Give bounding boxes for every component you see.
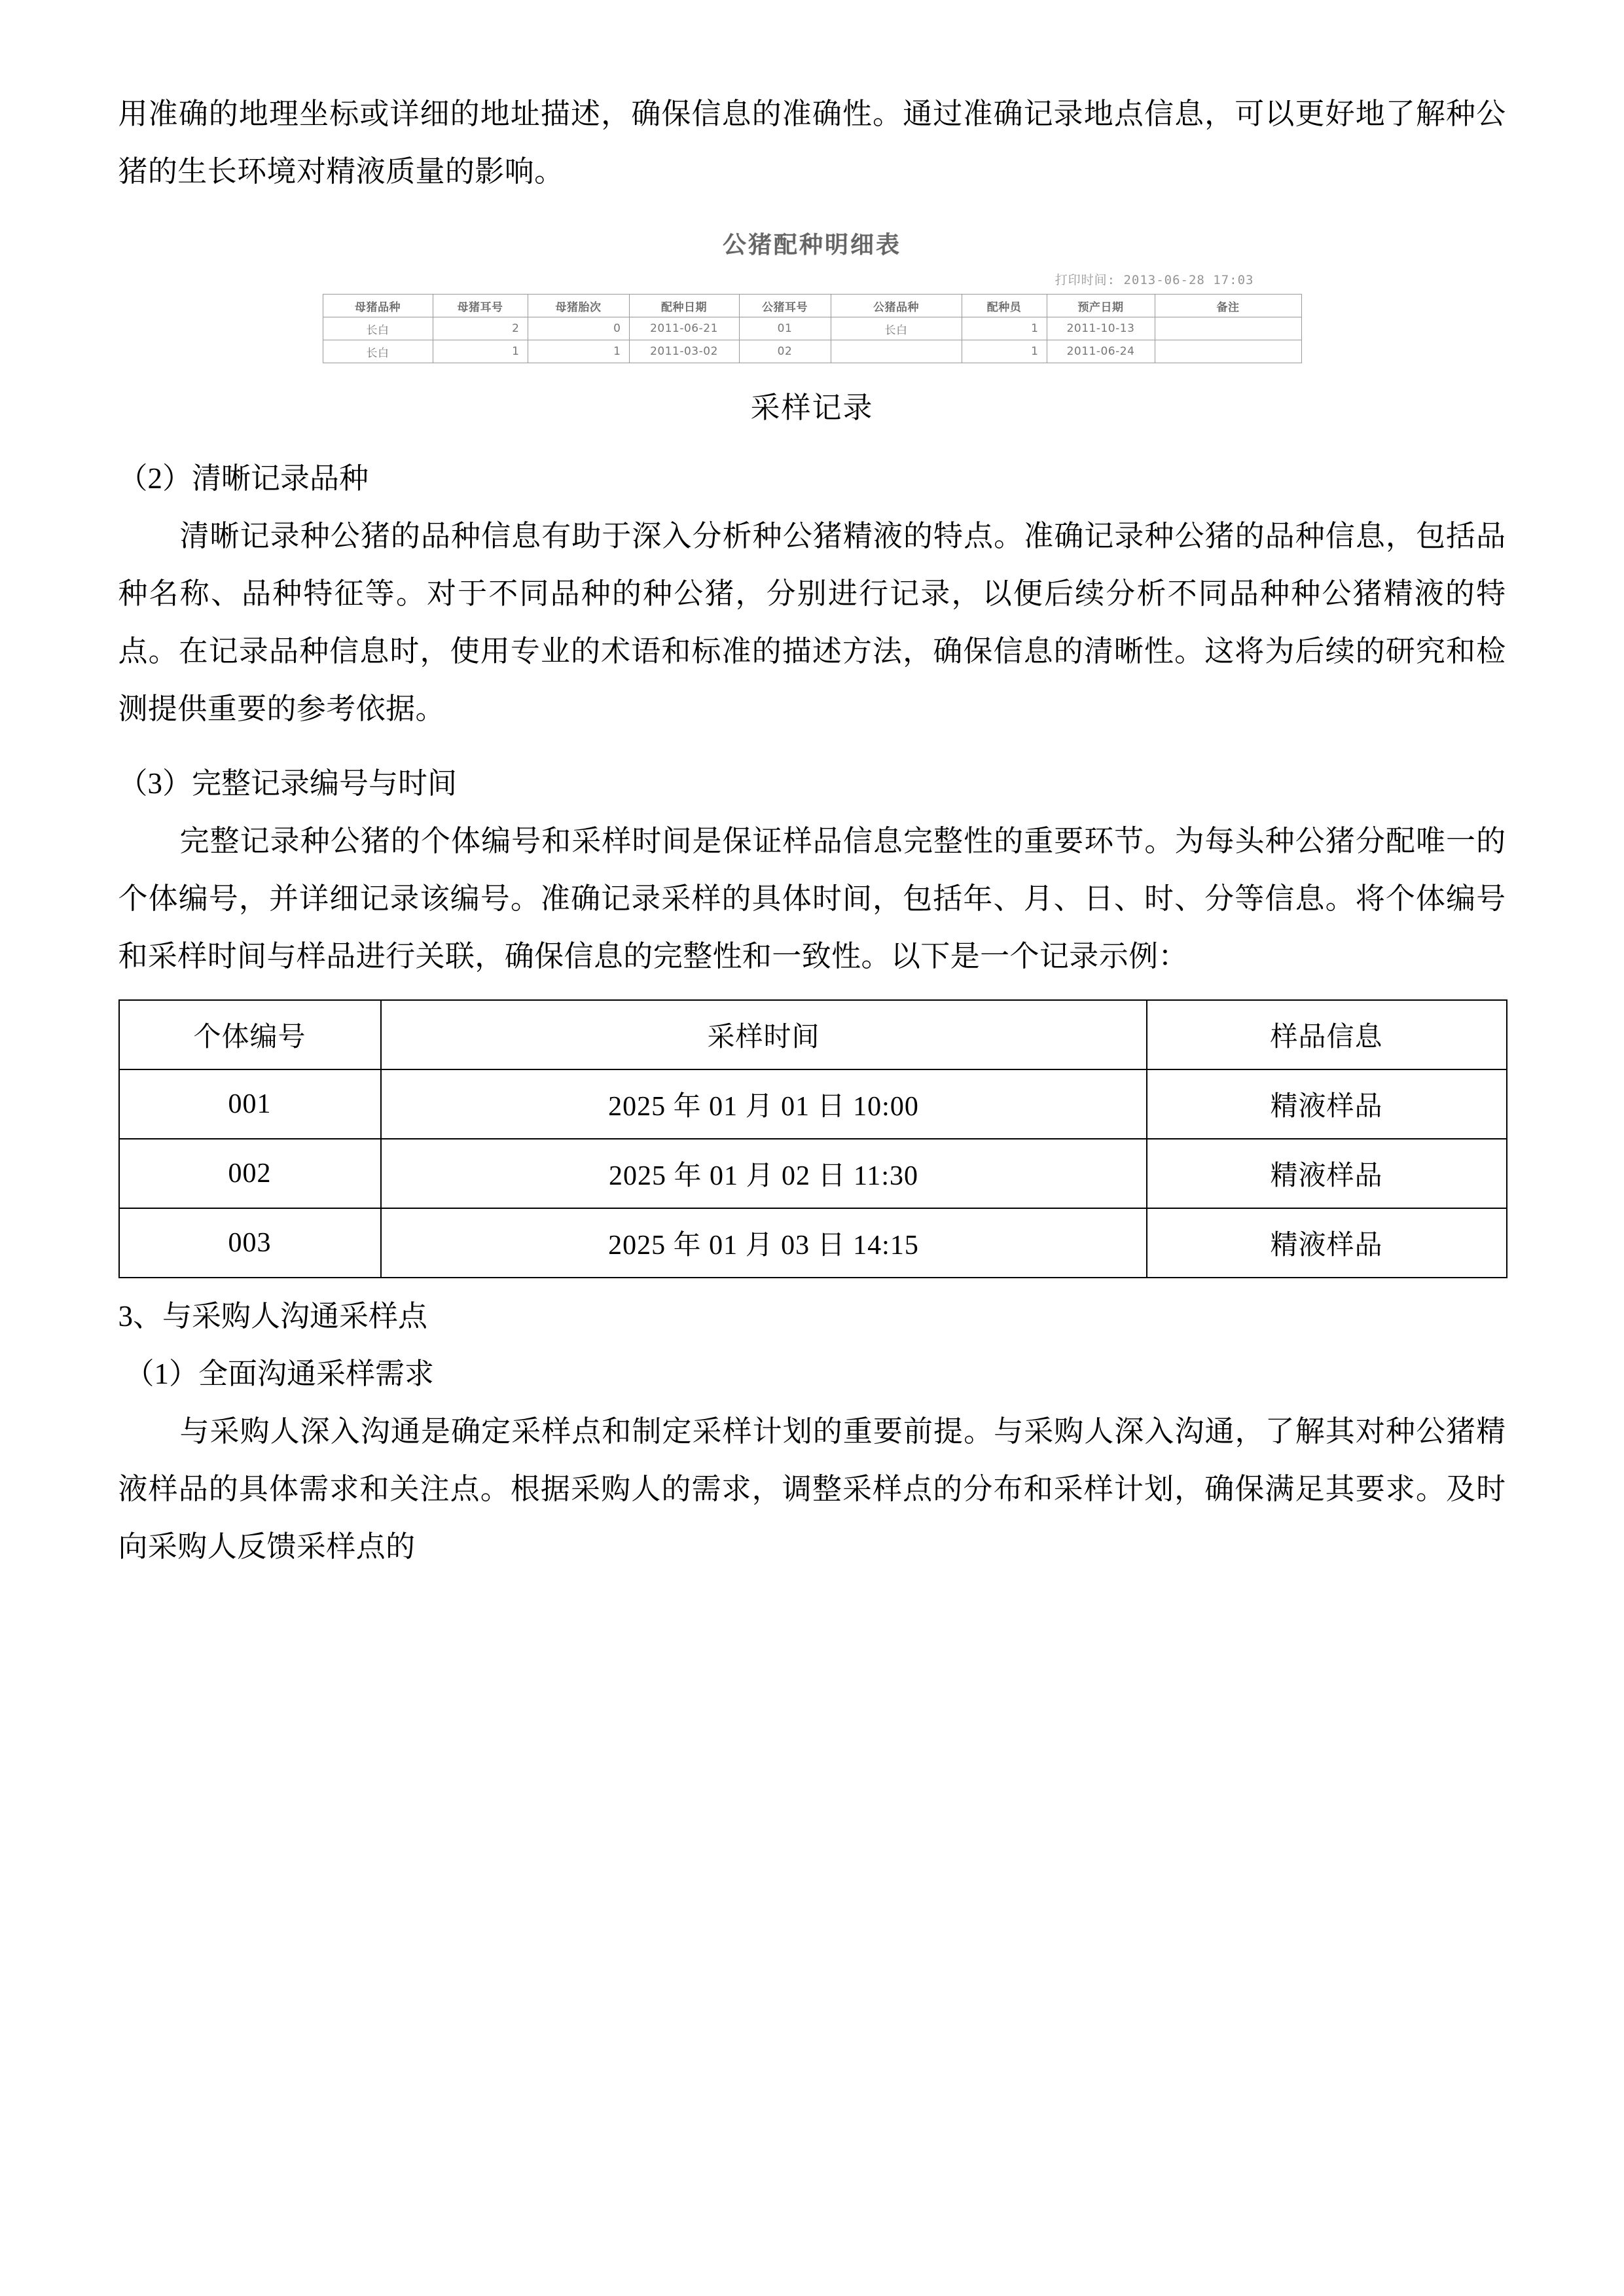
cell-sow-eartag: 2: [433, 317, 528, 340]
cell-sample-info: 精液样品: [1147, 1139, 1507, 1208]
table-row: [119, 1069, 1507, 1139]
column-header: 母猪耳号: [433, 295, 528, 317]
section-3-heading: （3）完整记录编号与时间: [118, 767, 458, 800]
scanned-breeding-record-image: [302, 226, 1323, 363]
section-2-body: 清晰记录种公猪的品种信息有助于深入分析种公猪精液的特点。准确记录种公猪的品种信息，包括品种名称、品种特征等。对于不同品种的种公猪，分别进行记录，以便后续分析不同品种种公猪精液的特点。在记录品种信息时，使用专业的术语和标准的描述方法，确保信息的清晰性。这将为后续的研究和检测提供重要的参考依据。: [118, 520, 1506, 725]
table-row: [119, 1139, 1507, 1208]
column-header: 公猪耳号: [739, 295, 831, 317]
column-header-sampling-time: 采样时间: [381, 1000, 1147, 1069]
cell-individual-id: 002: [119, 1139, 381, 1208]
table-header-row: [119, 1000, 1507, 1069]
section-4-heading: 3、与采购人沟通采样点: [118, 1300, 428, 1333]
page-content: [118, 85, 1506, 1575]
cell-remark: [1155, 317, 1301, 340]
table-row: [323, 340, 1301, 363]
cell-sampling-time: 2025 年 01 月 02 日 11:30: [381, 1139, 1147, 1208]
table-row: [323, 317, 1301, 340]
section-2-heading: （2）清晰记录品种: [118, 462, 369, 495]
cell-sample-info: 精液样品: [1147, 1208, 1507, 1278]
cell-boar-eartag: 02: [739, 340, 831, 363]
scanned-figure-block: [118, 226, 1506, 433]
cell-boar-breed: [831, 340, 962, 363]
cell-sow-eartag: 1: [433, 340, 528, 363]
print-timestamp: 打印时间: 2013-06-28 17:03: [1055, 273, 1254, 287]
column-header: 配种日期: [629, 295, 739, 317]
cell-boar-eartag: 01: [739, 317, 831, 340]
cell-individual-id: 003: [119, 1208, 381, 1278]
cell-sample-info: 精液样品: [1147, 1069, 1507, 1139]
cell-sow-breed: 长白: [323, 340, 433, 363]
breeding-detail-table: [323, 294, 1302, 363]
column-header: 公猪品种: [831, 295, 962, 317]
cell-boar-breed: 长白: [831, 317, 962, 340]
cell-sampling-time: 2025 年 01 月 03 日 14:15: [381, 1208, 1147, 1278]
spacer: [118, 738, 1506, 755]
column-header: 母猪品种: [323, 295, 433, 317]
spacer: [118, 433, 1506, 450]
figure-caption: 采样记录: [750, 391, 874, 424]
cell-technician: 1: [962, 317, 1047, 340]
cell-sow-breed: 长白: [323, 317, 433, 340]
sample-record-table: [118, 999, 1507, 1278]
column-header-sample-info: 样品信息: [1147, 1000, 1507, 1069]
section-3-body: 完整记录种公猪的个体编号和采样时间是保证样品信息完整性的重要环节。为每头种公猪分配唯一的个体编号，并详细记录该编号。准确记录采样的具体时间，包括年、月、日、时、分等信息。将个体编号和采样时间与样品进行关联，确保信息的完整性和一致性。以下是一个记录示例：: [118, 825, 1506, 973]
column-header: 备注: [1155, 295, 1301, 317]
column-header: 母猪胎次: [528, 295, 629, 317]
table-header-row: [323, 295, 1301, 317]
intro-paragraph: 用准确的地理坐标或详细的地址描述，确保信息的准确性。通过准确记录地点信息，可以更好地了解种公猪的生长环境对精液质量的影响。: [118, 98, 1506, 188]
cell-individual-id: 001: [119, 1069, 381, 1139]
cell-sampling-time: 2025 年 01 月 01 日 10:00: [381, 1069, 1147, 1139]
cell-remark: [1155, 340, 1301, 363]
column-header: 预产日期: [1047, 295, 1155, 317]
cell-sow-parity: 0: [528, 317, 629, 340]
table-row: [119, 1208, 1507, 1278]
cell-breeding-date: 2011-06-21: [629, 317, 739, 340]
section-4-body: 与采购人深入沟通是确定采样点和制定采样计划的重要前提。与采购人深入沟通，了解其对种公猪精液样品的具体需求和关注点。根据采购人的需求，调整采样点的分布和采样计划，确保满足其要求。及时向采购人反馈采样点的: [118, 1415, 1506, 1563]
cell-due-date: 2011-10-13: [1047, 317, 1155, 340]
cell-breeding-date: 2011-03-02: [629, 340, 739, 363]
column-header-individual-id: 个体编号: [119, 1000, 381, 1069]
scan-title: 公猪配种明细表: [722, 232, 901, 259]
cell-sow-parity: 1: [528, 340, 629, 363]
cell-due-date: 2011-06-24: [1047, 340, 1155, 363]
column-header: 配种员: [962, 295, 1047, 317]
cell-technician: 1: [962, 340, 1047, 363]
section-4-sub-heading: （1）全面沟通采样需求: [124, 1357, 435, 1390]
